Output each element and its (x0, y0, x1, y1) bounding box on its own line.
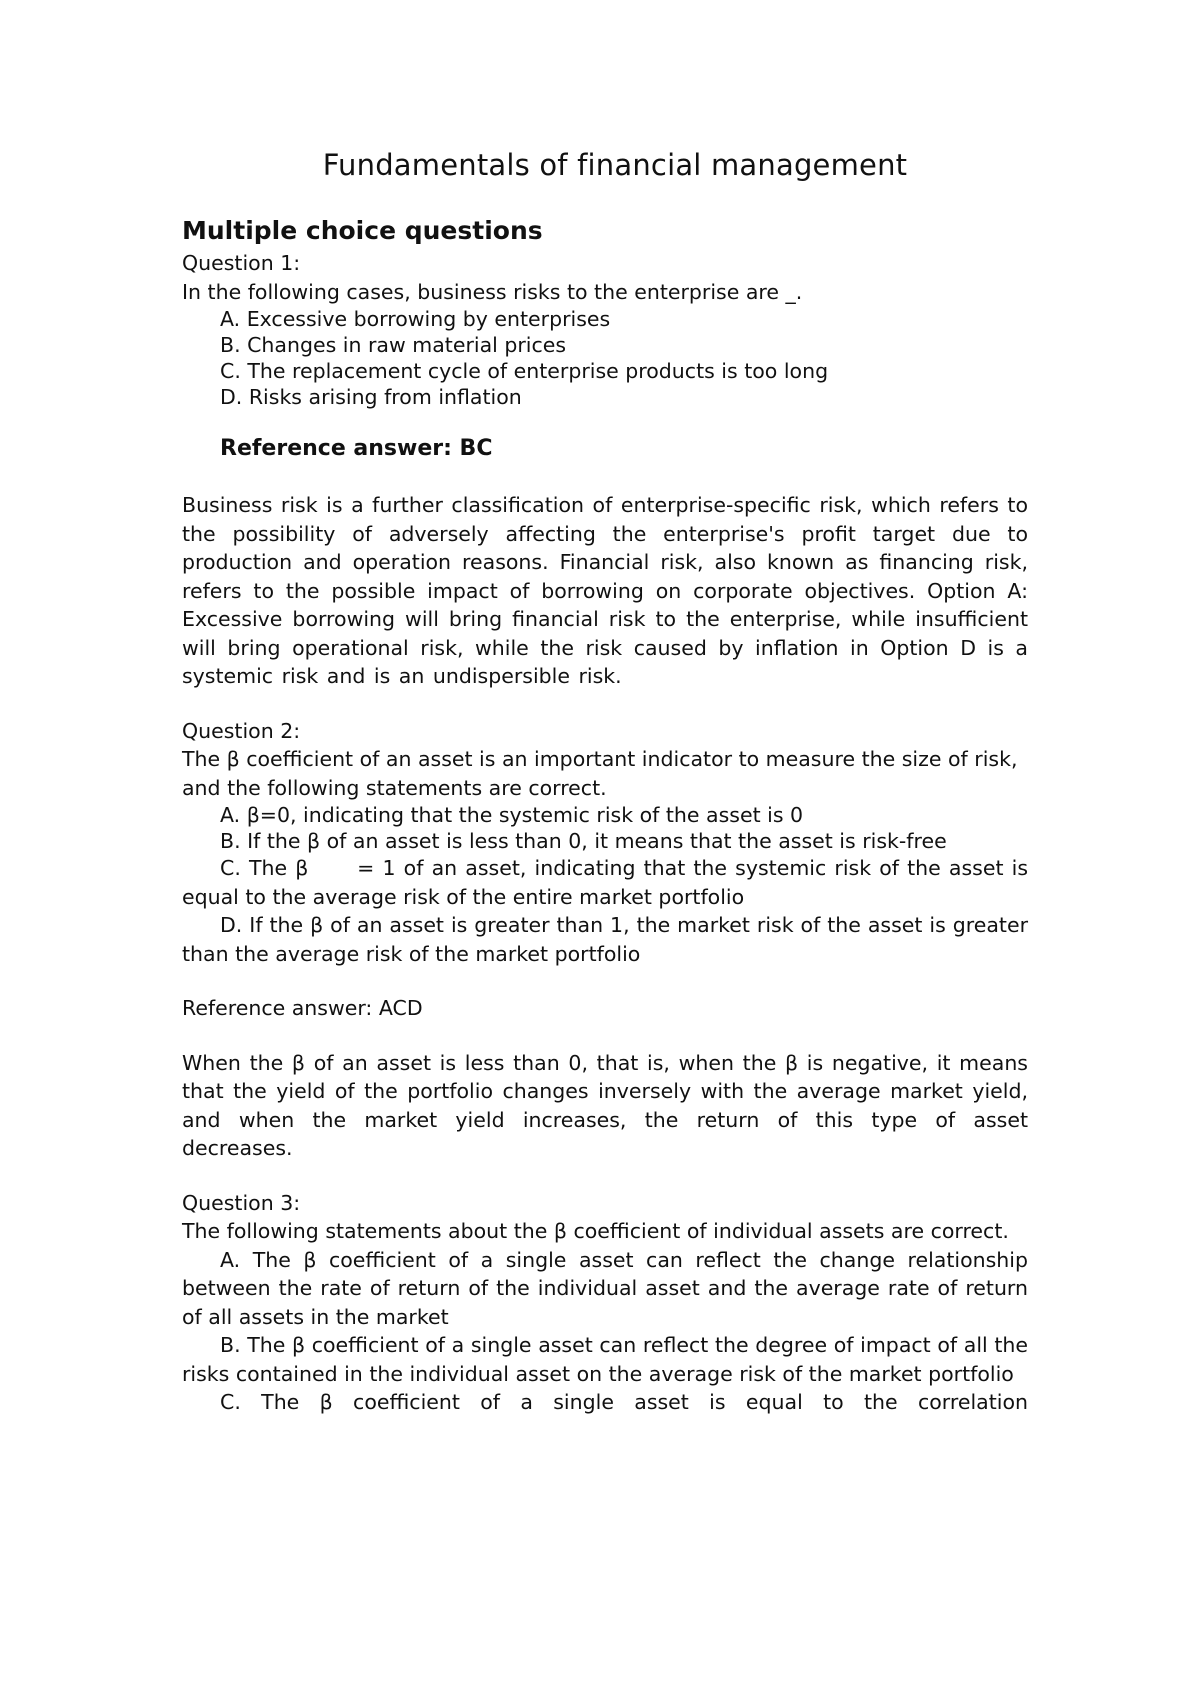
question-2-stem: The β coefficient of an asset is an important indicator to measure the size of risk, and the following statements are correct. (182, 747, 1018, 800)
question-3-label: Question 3: (182, 1190, 301, 1215)
question-2-option-a: A. β=0, indicating that the systemic risk of the asset is 0 (220, 803, 804, 827)
question-1-explanation: Business risk is a further classification of enterprise-specific risk, which refers to the possibility of adversely affecting the enterprise's profit target due to production and operation reasons. Financial risk, also known as financing risk, refers to the possible impact of borrowing on corporate objectives. Option A: Excessive borrowing will bring financial risk to the enterprise, while insufficient will bring operational risk, while the risk caused by inflation in Option D is a systemic risk and is an undispersible risk. (182, 493, 1028, 688)
question-2-explanation: When the β of an asset is less than 0, that is, when the β is negative, it means that the yield of the portfolio changes inversely with the average market yield, and when the market yield increases, the return of this type of asset decreases. (182, 1050, 1028, 1160)
question-3 (182, 1189, 1028, 1417)
question-3-stem: The following statements about the β coefficient of individual assets are correct. (182, 1219, 1009, 1243)
question-2-option-c: C. The β = 1 of an asset, indicating that the systemic risk of the asset is equal to the average risk of the entire market portfolio (182, 856, 1035, 909)
question-2-option-d: D. If the β of an asset is greater than 1, the market risk of the asset is greater than the average risk of the market portfolio (182, 913, 1028, 966)
document-title: Fundamentals of financial management (322, 148, 908, 182)
section-heading: Multiple choice questions (182, 216, 543, 245)
question-2-answer: Reference answer: ACD (182, 996, 423, 1020)
question-3-option-c: C. The β coefficient of a single asset is equal to the correlation (220, 1390, 1028, 1414)
question-1-option-d: D. Risks arising from inflation (220, 385, 522, 409)
question-3-option-a: A. The β coefficient of a single asset can reflect the change relationship between the rate of return of the individual asset and the average rate of return of all assets in the market (182, 1247, 1028, 1329)
question-2-option-b: B. If the β of an asset is less than 0, it means that the asset is risk-free (220, 829, 947, 853)
question-1-option-c: C. The replacement cycle of enterprise products is too long (220, 359, 829, 383)
question-1 (182, 249, 1028, 691)
question-1-label: Question 1: (182, 251, 301, 275)
question-2 (182, 717, 1035, 1163)
question-1-answer: Reference answer: BC (220, 436, 493, 461)
question-3-option-b: B. The β coefficient of a single asset can reflect the degree of impact of all the risks contained in the individual asset on the average risk of the market portfolio (182, 1333, 1028, 1386)
question-1-option-a: A. Excessive borrowing by enterprises (220, 307, 611, 331)
question-1-option-b: B. Changes in raw material prices (220, 333, 567, 357)
question-1-stem: In the following cases, business risks to the enterprise are _. (182, 279, 803, 304)
question-2-label: Question 2: (182, 718, 301, 743)
